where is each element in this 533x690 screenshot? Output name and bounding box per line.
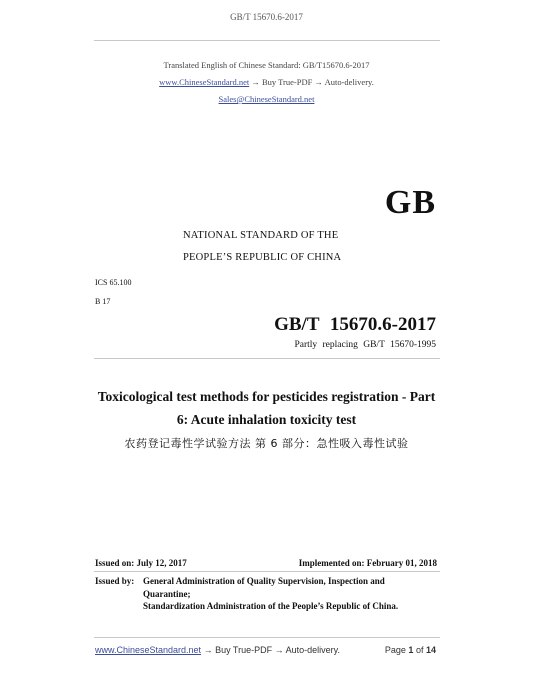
issued-on: Issued on: July 12, 2017 [95,558,187,568]
footer-buy-text: → Buy True-PDF → Auto-delivery. [203,645,340,655]
ccs-code: B 17 [95,297,111,306]
email-line [0,94,533,104]
site-link[interactable]: www.ChineseStandard.net [159,77,250,87]
issuer-line2: Quarantine; [143,589,191,599]
footer-site-link[interactable]: www.ChineseStandard.net [95,645,202,655]
replacing-note: Partly replacing GB/T 15670-1995 [294,340,436,350]
promo-line [0,77,533,87]
dates-divider [94,571,440,572]
issuer-line1: General Administration of Quality Supervision, Inspection and [143,576,385,586]
footer-promo [95,645,340,655]
running-header: GB/T 15670.6-2017 [230,12,303,22]
footer-divider [94,637,440,638]
header-divider [94,40,440,41]
title-line1: Toxicological test methods for pesticides registration - Part [97,389,436,404]
page-indicator [385,645,436,655]
standard-number: GB/T 15670.6-2017 [274,314,436,335]
page-of: of [415,645,424,655]
issued-by-label: Issued by: [95,576,135,586]
page-label: Page [384,645,406,655]
ics-code: ICS 65.100 [95,278,132,287]
standard-divider [94,358,440,359]
buy-text: → Buy True-PDF → Auto-delivery. [251,77,374,87]
page-current: 1 [408,645,414,655]
implemented-on: Implemented on: February 01, 2018 [298,558,437,568]
translation-notice: Translated English of Chinese Standard: GB/T15670.6-2017 [163,60,370,70]
national-standard-line2: PEOPLE’S REPUBLIC OF CHINA [183,252,342,263]
email-link[interactable]: Sales@ChineseStandard.net [218,94,315,104]
page-total: 14 [425,645,436,655]
title-line2: 6: Acute inhalation toxicity test [176,412,357,427]
gb-mark: GB [384,184,436,221]
title-chinese: 农药登记毒性学试验方法 第 6 部分：急性吸入毒性试验 [124,437,409,450]
issuer-line3: Standardization Administration of the People’s Republic of China. [143,601,399,611]
national-standard-line1: NATIONAL STANDARD OF THE [183,230,339,241]
